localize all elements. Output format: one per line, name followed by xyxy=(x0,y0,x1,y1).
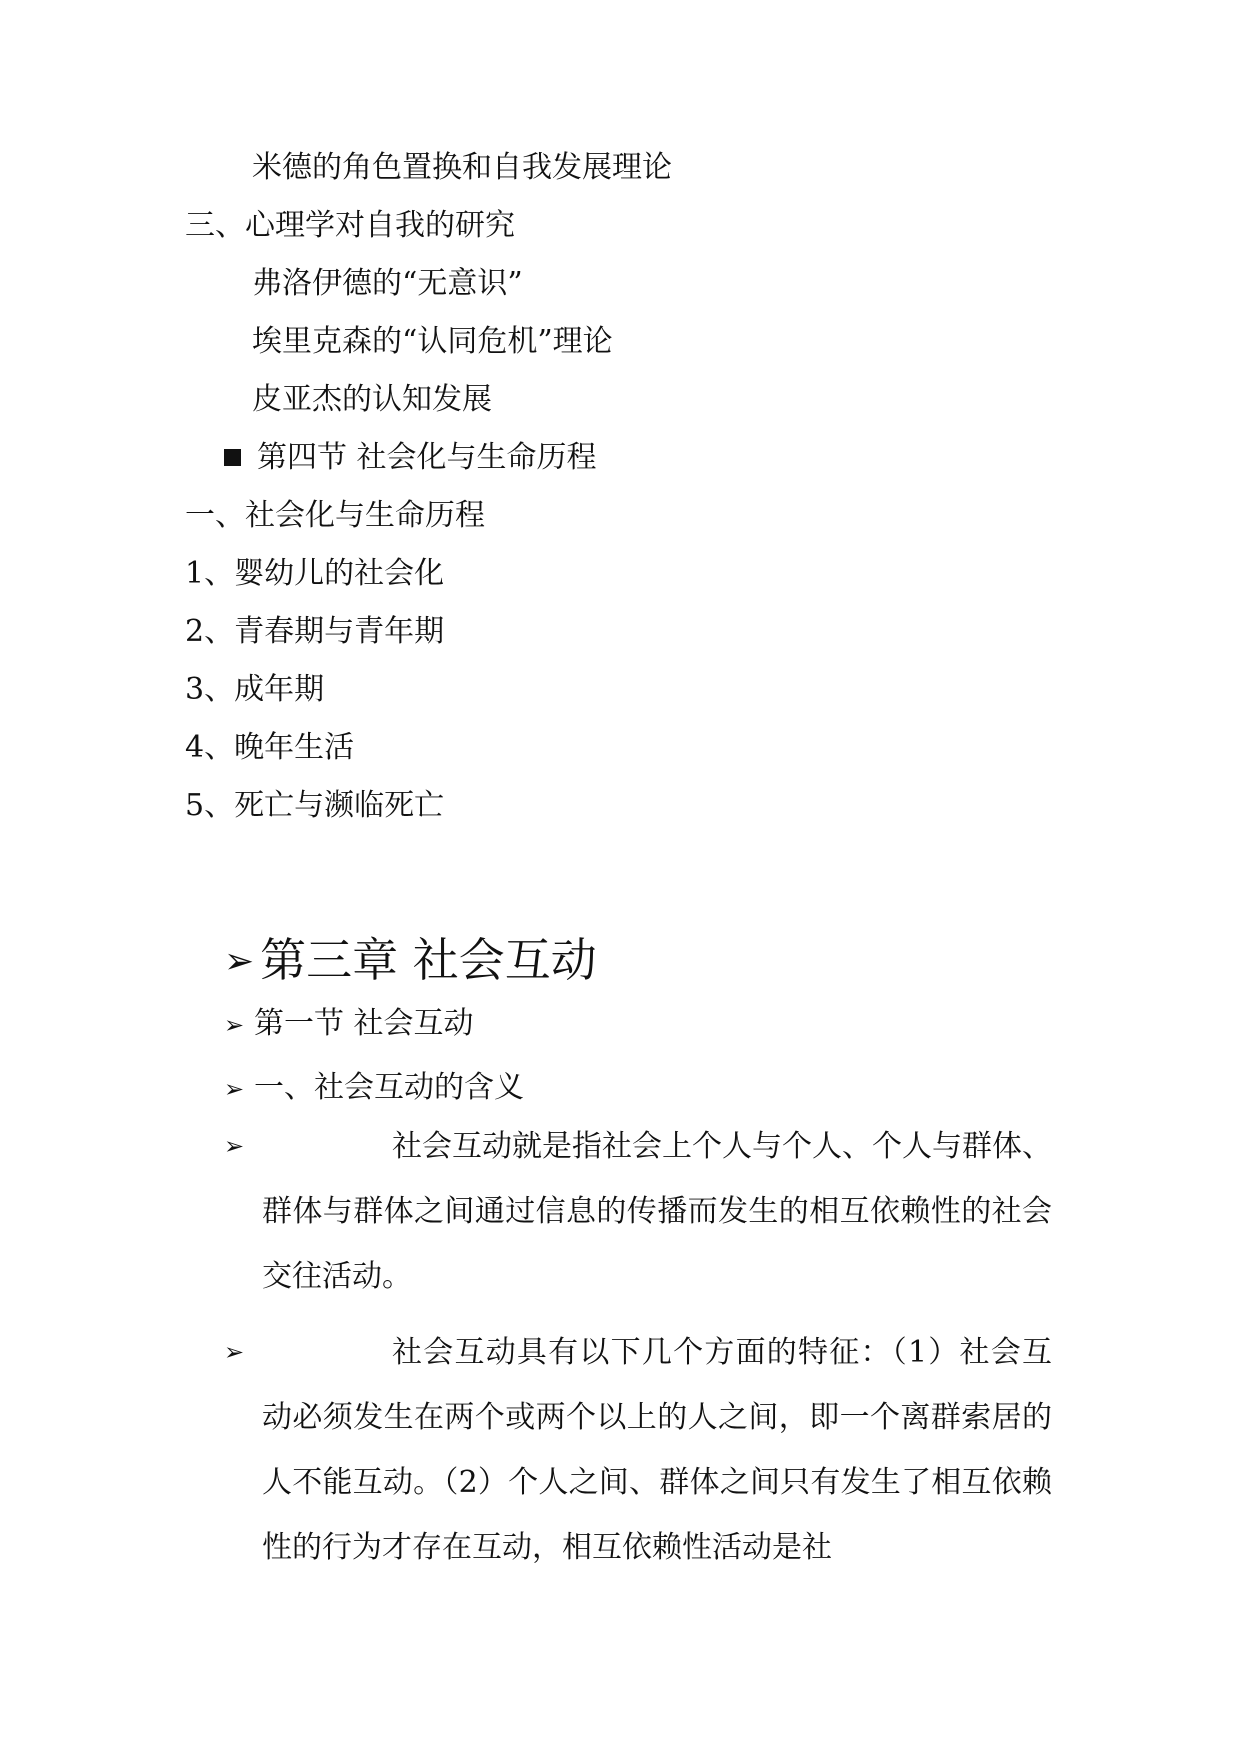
section-heading-1 xyxy=(224,1004,474,1045)
outline-heading-socialization: 一、社会化与生命历程 xyxy=(185,498,485,533)
outline-line-freud: 弗洛伊德的“无意识” xyxy=(252,266,523,301)
section-heading-1-label: 第一节 社会互动 xyxy=(254,1006,474,1041)
subheading-meaning xyxy=(224,1068,524,1109)
arrow-bullet-icon: ➢ xyxy=(224,1338,245,1366)
subheading-meaning-label: 一、社会互动的含义 xyxy=(254,1070,524,1105)
paragraph-definition: 社会互动就是指社会上个人与个人、个人与群体、群体与群体之间通过信息的传播而发生的相互依赖性的社会交往活动。 xyxy=(262,1129,1052,1294)
square-bullet-icon xyxy=(224,449,241,466)
list-item-adult: 3、成年期 xyxy=(185,672,325,707)
chapter-title xyxy=(224,932,597,990)
arrow-bullet-icon: ➢ xyxy=(224,1011,245,1039)
outline-heading-psychology: 三、心理学对自我的研究 xyxy=(185,208,515,243)
arrow-bullet-icon: ➢ xyxy=(224,941,255,982)
paragraph-features: 社会互动具有以下几个方面的特征：（1）社会互动必须发生在两个或两个以上的人之间，即一个离群索居的人不能互动。（2）个人之间、群体之间只有发生了相互依赖性的行为才存在互动，相互依赖性活动是社 xyxy=(262,1335,1052,1565)
arrow-bullet-icon: ➢ xyxy=(224,1075,245,1103)
section-heading-4 xyxy=(224,438,597,478)
list-item-infant: 1、婴幼儿的社会化 xyxy=(185,556,445,591)
list-item-old-age: 4、晚年生活 xyxy=(185,730,355,765)
list-item-death: 5、死亡与濒临死亡 xyxy=(185,788,445,823)
outline-line-erikson: 埃里克森的“认同危机”理论 xyxy=(252,324,613,359)
chapter-title-label: 第三章 社会互动 xyxy=(260,933,597,987)
section-heading-4-label: 第四节 社会化与生命历程 xyxy=(257,440,597,475)
outline-line-mead: 米德的角色置换和自我发展理论 xyxy=(252,150,672,185)
arrow-bullet-icon: ➢ xyxy=(224,1132,245,1160)
list-item-youth: 2、青春期与青年期 xyxy=(185,614,445,649)
outline-line-piaget: 皮亚杰的认知发展 xyxy=(252,382,492,417)
